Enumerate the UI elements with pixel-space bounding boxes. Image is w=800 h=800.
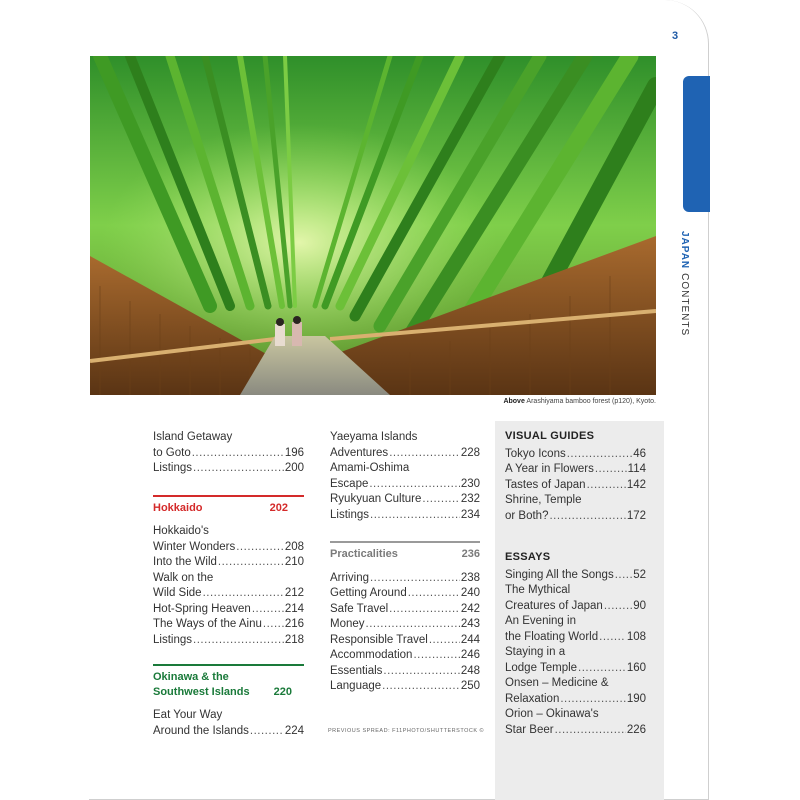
- visual-guides-heading: VISUAL GUIDES: [505, 430, 595, 442]
- list-item[interactable]: [505, 478, 646, 494]
- entry-title-line: Wild Side: [153, 587, 202, 599]
- entry-page: 142: [626, 478, 646, 491]
- list-item[interactable]: [505, 645, 646, 676]
- entry-title-line: Amami-Oshima: [330, 462, 410, 474]
- entry-title-line: Around the Islands: [153, 724, 249, 737]
- entry-page: 238: [460, 571, 480, 584]
- entry-title-line: Eat Your Way: [153, 709, 223, 721]
- section-title-line: Southwest Islands: [153, 686, 250, 698]
- list-item[interactable]: [330, 617, 480, 633]
- entry-page: 90: [633, 599, 646, 612]
- entry-page: 216: [284, 618, 304, 630]
- list-item[interactable]: [505, 583, 646, 614]
- entry-title-line: Hokkaido's: [153, 525, 209, 537]
- list-item[interactable]: [153, 633, 304, 649]
- list-item[interactable]: [330, 664, 480, 680]
- section-heading-hokkaido[interactable]: [153, 495, 304, 517]
- entry-page: 240: [460, 587, 480, 599]
- entry-title-line: Yaeyama Islands: [330, 431, 418, 443]
- entry-title-line: Adventures: [330, 446, 389, 459]
- entry-title-line: Orion – Okinawa's: [505, 708, 599, 720]
- list-item[interactable]: [153, 430, 304, 461]
- entry-page: 196: [284, 446, 304, 459]
- list-item[interactable]: [330, 571, 480, 587]
- entry-page: 218: [284, 633, 304, 646]
- entry-title: Money: [330, 618, 365, 630]
- list-item[interactable]: [505, 462, 646, 478]
- list-item[interactable]: [153, 555, 304, 571]
- page-number: 3: [672, 30, 679, 42]
- entry-page: 248: [460, 664, 480, 677]
- entry-title-line: or Both?: [505, 509, 549, 522]
- entry-page: 214: [284, 602, 304, 615]
- side-label-country: JAPAN: [679, 231, 690, 270]
- list-item[interactable]: [505, 493, 646, 524]
- section-title: Practicalities: [330, 548, 398, 560]
- side-label: [676, 231, 692, 351]
- entry-page: 246: [460, 649, 480, 661]
- entry-page: 172: [626, 509, 646, 522]
- entry-title: Essentials: [330, 664, 383, 677]
- entry-title-line: Island Getaway: [153, 431, 233, 443]
- entry-page: 208: [284, 540, 304, 553]
- entry-title: Arriving: [330, 571, 369, 584]
- entry-page: 243: [460, 618, 480, 630]
- list-item[interactable]: [505, 676, 646, 707]
- entry-title-line: to Goto: [153, 446, 191, 459]
- list-item[interactable]: [153, 571, 304, 602]
- entry-page: 160: [626, 661, 646, 674]
- side-label-section: CONTENTS: [679, 273, 690, 337]
- contents-column-2: [330, 430, 480, 695]
- entry-page: 212: [284, 587, 304, 599]
- entry-title-line: Escape: [330, 477, 369, 490]
- entry-title-line: Listings: [153, 633, 192, 646]
- entry-title: Responsible Travel: [330, 633, 428, 646]
- photo-caption: [90, 398, 656, 405]
- entry-title-line: Winter Wonders: [153, 540, 236, 553]
- contents-column-1: [153, 430, 304, 739]
- entry-title-line: An Evening in: [505, 615, 576, 627]
- entry-title-line: Shrine, Temple: [505, 494, 582, 506]
- entry-title-line: Onsen – Medicine &: [505, 677, 609, 689]
- entry-title-line: Ryukyuan Culture: [330, 493, 422, 505]
- section-title: Hokkaido: [153, 501, 203, 514]
- list-item[interactable]: [153, 617, 304, 633]
- entry-page: 250: [460, 680, 480, 692]
- entry-title-line: the Floating World: [505, 630, 599, 643]
- list-item[interactable]: [330, 679, 480, 695]
- entry-title-line: Staying in a: [505, 646, 566, 658]
- caption-label: Above: [503, 398, 525, 405]
- entry-page: 210: [284, 556, 304, 568]
- list-item[interactable]: [330, 633, 480, 649]
- entry-page: 228: [460, 446, 480, 459]
- entry-title-line: Relaxation: [505, 692, 560, 705]
- section-heading-practicalities[interactable]: [330, 541, 480, 563]
- entry-page: 230: [460, 477, 480, 490]
- entry-title-line: Lodge Temple: [505, 661, 578, 674]
- entry-title-line: Into the Wild: [153, 556, 217, 568]
- list-item[interactable]: [330, 430, 480, 461]
- features-panel: [495, 421, 664, 800]
- list-item[interactable]: [330, 508, 480, 524]
- section-page: 202: [269, 501, 288, 514]
- entry-page: 190: [626, 692, 646, 705]
- entry-title-line: A Year in Flowers: [505, 463, 594, 475]
- list-item[interactable]: [330, 461, 480, 492]
- section-page: 220: [273, 686, 292, 698]
- entry-title: Accommodation: [330, 649, 413, 661]
- entry-page: 200: [284, 462, 304, 474]
- essays-heading: ESSAYS: [505, 551, 551, 563]
- entry-page: 232: [460, 493, 480, 505]
- list-item[interactable]: [505, 447, 646, 463]
- entry-page: 52: [633, 568, 646, 581]
- entry-title-line: The Ways of the Ainu: [153, 618, 262, 630]
- bamboo-forest-photo: [90, 56, 656, 395]
- section-title-line: Okinawa & the: [153, 671, 229, 683]
- list-item[interactable]: [505, 568, 646, 584]
- entry-title-line: Tastes of Japan: [505, 478, 586, 491]
- entry-page: 234: [460, 508, 480, 521]
- list-item[interactable]: [153, 461, 304, 477]
- entry-page: 242: [460, 602, 480, 615]
- entry-title-line: Hot-Spring Heaven: [153, 602, 251, 615]
- entry-title-line: The Mythical: [505, 584, 571, 596]
- list-item[interactable]: [153, 524, 304, 555]
- entry-title-line: Star Beer: [505, 723, 554, 736]
- photo-credit: PREVIOUS SPREAD: F11PHOTO/SHUTTERSTOCK ©: [328, 728, 485, 734]
- list-item[interactable]: [153, 708, 304, 739]
- entry-page: 114: [627, 463, 646, 475]
- entry-title-line: Singing All the Songs: [505, 568, 614, 581]
- entry-title: Safe Travel: [330, 602, 389, 615]
- entry-title: Language: [330, 680, 382, 692]
- list-item[interactable]: [330, 586, 480, 602]
- section-heading-okinawa[interactable]: [153, 664, 304, 700]
- entry-title-line: Tokyo Icons: [505, 447, 566, 460]
- entry-title: Getting Around: [330, 587, 407, 599]
- section-tab: [683, 76, 710, 212]
- entry-page: 226: [626, 723, 646, 736]
- entry-page: 224: [284, 724, 304, 737]
- entry-page: 244: [460, 633, 480, 646]
- list-item[interactable]: [153, 602, 304, 618]
- caption-text: Arashiyama bamboo forest (p120), Kyoto.: [526, 398, 656, 405]
- entry-title-line: Listings: [153, 462, 192, 474]
- section-page: 236: [461, 548, 480, 560]
- list-item[interactable]: [505, 614, 646, 645]
- list-item[interactable]: [330, 602, 480, 618]
- entry-title-line: Listings: [330, 508, 369, 521]
- entry-page: 108: [626, 630, 646, 643]
- list-item[interactable]: [330, 492, 480, 508]
- list-item[interactable]: [505, 707, 646, 738]
- entry-title-line: Walk on the: [153, 571, 214, 584]
- list-item[interactable]: [330, 648, 480, 664]
- entry-page: 46: [633, 447, 646, 460]
- entry-title-line: Creatures of Japan: [505, 599, 603, 612]
